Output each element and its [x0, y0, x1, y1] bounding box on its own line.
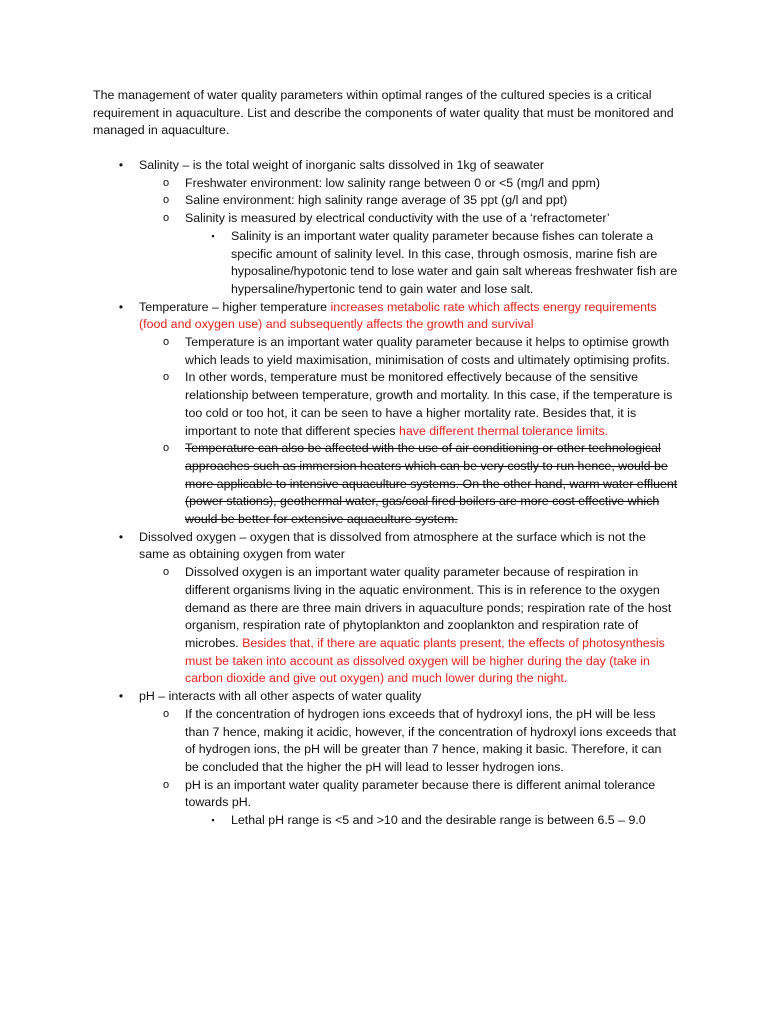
bullet-square-icon: ▪ [211, 815, 215, 826]
salinity-detail-text: Salinity is an important water quality parameter because fishes can tolerate a specific amount of salinity level. In this case, through osmosis, marine fish are hyposaline/hypotonic tend to lose water and gain salt whereas freshwater fish are hypersaline/hypertonic tend to gain water and lose salt. [231, 228, 678, 296]
bullet-circle-icon: o [162, 707, 170, 720]
temperature-text: Temperature – higher temperature [139, 299, 331, 314]
ph-text: pH – interacts with all other aspects of water quality [139, 689, 422, 704]
ph-range-text: Lethal pH range is <5 and >10 and the desirable range is between 6.5 – 9.0 [231, 813, 646, 828]
bullet-circle-icon: o [162, 371, 170, 384]
intro-text: The management of water quality parameters within optimal ranges of the cultured species is a critical requirement in aquaculture. List and describe the components of water quality that must be monitored and managed in aquaculture. [93, 88, 674, 138]
bullet-square-icon: ▪ [211, 230, 215, 241]
list-item-salinity [93, 157, 678, 175]
list-subitem [93, 192, 678, 210]
salinity-measure-text: Salinity is measured by electrical conductivity with the use of a ‘refractometer’ [185, 211, 610, 226]
list-item-temperature [93, 299, 678, 334]
temperature-tolerance-text: have different thermal tolerance limits. [398, 423, 609, 438]
bullet-circle-icon: o [162, 442, 170, 455]
list-subsubitem [93, 812, 678, 830]
bullet-circle-icon: o [162, 336, 170, 349]
list-subitem [93, 706, 678, 777]
parameter-list [93, 157, 678, 830]
list-subitem [93, 564, 678, 688]
salinity-freshwater-text: Freshwater environment: low salinity range between 0 or <5 (mg/l and ppm) [185, 175, 600, 190]
bullet-circle-icon: o [162, 194, 170, 207]
list-subitem [93, 210, 678, 228]
list-subitem [93, 369, 678, 440]
bullet-disc-icon: • [118, 529, 124, 544]
ph-ions-text: If the concentration of hydrogen ions exceeds that of hydroxyl ions, the pH will be less than 7 hence, making it acidic, however, if the concentration of hydroxyl ions exceeds that of hydrogen ions, the pH will be greater than 7 hence, making it basic. Therefore, it can be concluded that the higher the pH will lead to lesser hydrogen ions. [185, 706, 677, 774]
bullet-disc-icon: • [118, 158, 124, 172]
temperature-struck-text: Temperature can also be affected with the use of air conditioning or other technological approaches such as immersion heaters which can be very costly to run hence, would be more applicable to intensive aquaculture systems. On the other hand, warm water effluent (power stations), geothermal water, gas/coal fired boilers are more cost effective which would be better for extensive aquaculture system. [185, 441, 678, 527]
salinity-text: Salinity – is the total weight of inorganic salts dissolved in 1kg of seawater [139, 158, 544, 172]
oxygen-respiration-text: Dissolved oxygen is an important water quality parameter because of respiration in different organisms living in the aquatic environment. This is in reference to the oxygen demand as there are three main drivers in aquaculture ponds; respiration rate of the host organism, respiration rate of phytoplankton and zooplankton and respiration rate of microbes. [185, 565, 672, 650]
bullet-disc-icon: • [118, 689, 124, 704]
list-subitem [93, 777, 678, 812]
temperature-monitoring-text: In other words, temperature must be monitored effectively because of the sensitive relationship between temperature, growth and mortality. In this case, if the temperature is too cold or too hot, it can be seen to have a higher mortality rate. Besides that, it is important to note that different species [185, 370, 673, 438]
temperature-highlight-text: increases metabolic rate which affects energy requirements (food and oxygen use) and subsequently affects the growth and survival [139, 299, 657, 332]
list-item-ph [93, 688, 678, 706]
list-subitem [93, 175, 678, 193]
salinity-saline-text: Saline environment: high salinity range average of 35 ppt (g/l and ppt) [185, 193, 568, 208]
bullet-circle-icon: o [162, 566, 170, 579]
ph-tolerance-text: pH is an important water quality parameter because there is different animal tolerance towards pH. [185, 777, 656, 810]
bullet-disc-icon: • [118, 299, 124, 314]
temperature-importance-text: Temperature is an important water quality parameter because it helps to optimise growth which leads to yield maximisation, minimisation of costs and ultimately optimising profits. [185, 335, 670, 367]
list-item-dissolved-oxygen [93, 529, 678, 564]
bullet-circle-icon: o [162, 176, 170, 189]
oxygen-photosynthesis-text: Besides that, if there are aquatic plants present, the effects of photosynthesis must be taken into account as dissolved oxygen will be higher during the day (take in carbon dioxide and give out oxygen) and much lower during the night. [185, 635, 665, 686]
list-subsubitem [93, 228, 678, 299]
bullet-circle-icon: o [162, 778, 170, 791]
intro-paragraph [93, 87, 678, 140]
oxygen-text: Dissolved oxygen – oxygen that is dissolved from atmosphere at the surface which is not the same as obtaining oxygen from water [139, 529, 646, 562]
list-subitem-struck [93, 440, 678, 529]
list-subitem [93, 334, 678, 369]
bullet-circle-icon: o [162, 212, 170, 225]
